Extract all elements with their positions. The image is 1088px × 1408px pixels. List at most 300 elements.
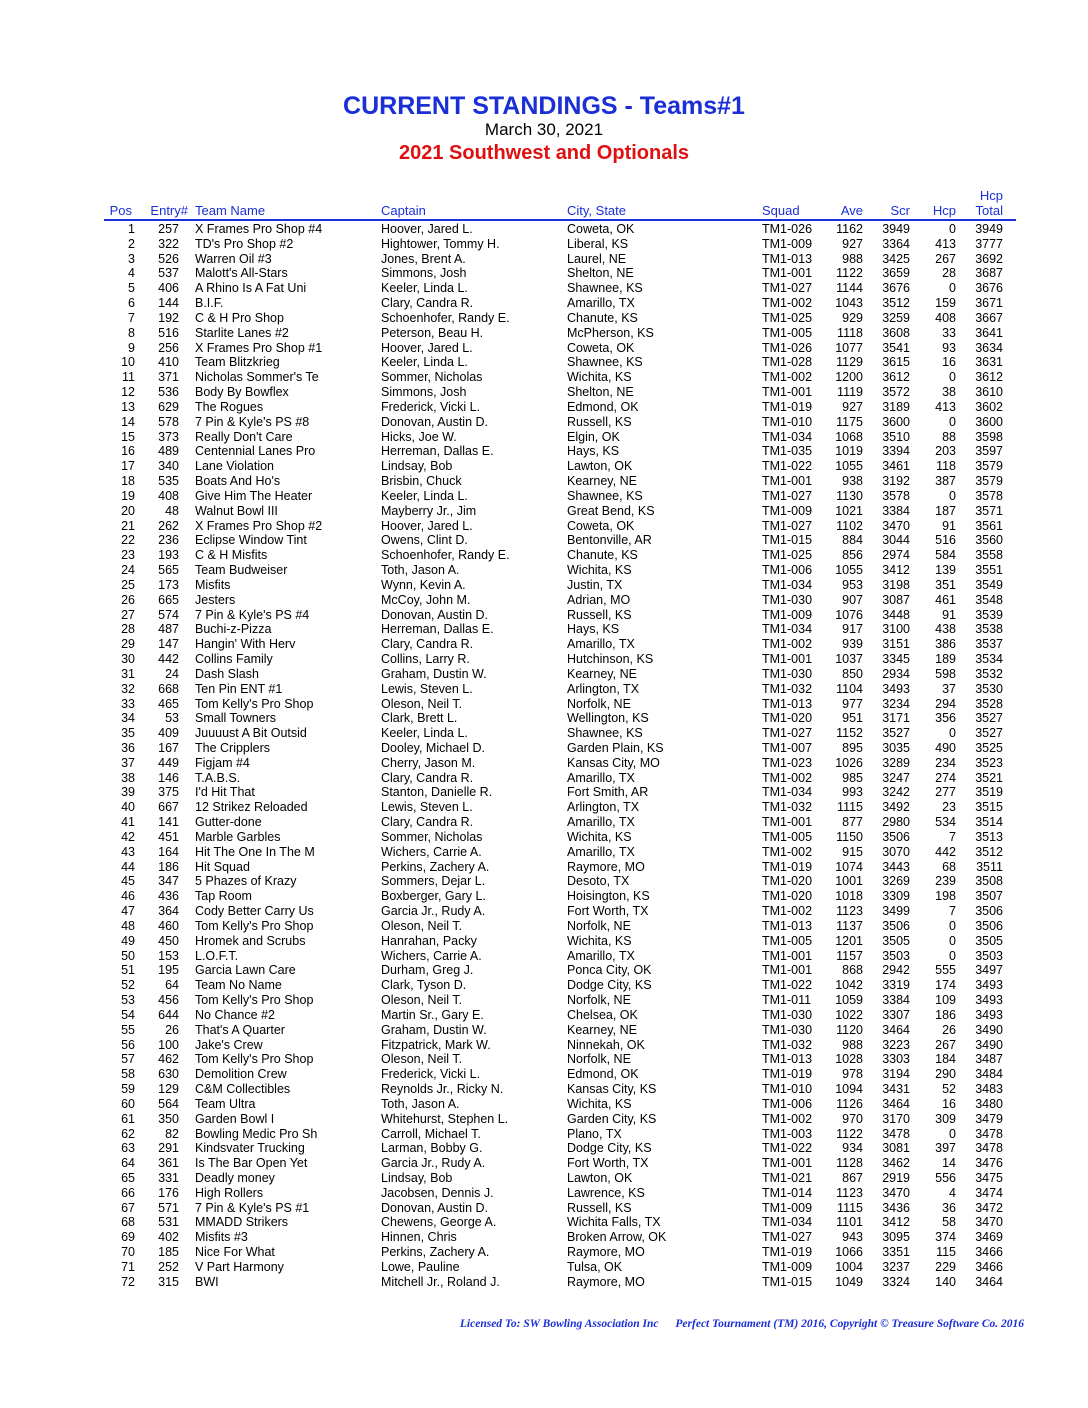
cell-scr: 3070	[882, 844, 910, 859]
cell-total: 3480	[975, 1096, 1003, 1111]
cell-entry: 257	[158, 222, 179, 236]
table-row	[0, 874, 1088, 889]
cell-hcp: 33	[942, 325, 956, 340]
cell-hcp: 277	[935, 785, 956, 800]
col-header-ave: Ave	[840, 203, 863, 218]
cell-scr: 3448	[882, 607, 910, 622]
cell-squad: TM1-020	[762, 889, 813, 904]
cell-pos: 8	[128, 325, 135, 340]
cell-scr: 3170	[882, 1111, 910, 1126]
table-row	[0, 593, 1088, 608]
cell-team: Team Budweiser	[195, 563, 288, 578]
table-row	[0, 726, 1088, 741]
table-row	[0, 237, 1088, 252]
cell-entry: 176	[158, 1185, 179, 1200]
cell-city: Liberal, KS	[567, 236, 629, 251]
cell-total: 3466	[975, 1259, 1003, 1274]
cell-scr: 3259	[882, 310, 910, 325]
cell-pos: 47	[121, 904, 135, 919]
cell-squad: TM1-001	[762, 815, 813, 830]
cell-city: Fort Worth, TX	[567, 1156, 649, 1171]
cell-ave: 1162	[836, 222, 863, 236]
cell-city: Laurel, NE	[567, 251, 627, 266]
cell-ave: 1055	[835, 563, 863, 578]
cell-hcp: 118	[936, 459, 956, 474]
cell-squad: TM1-030	[762, 592, 813, 607]
table-row	[0, 370, 1088, 385]
cell-scr: 3464	[882, 1096, 910, 1111]
cell-scr: 3394	[882, 444, 910, 459]
cell-team: Bowling Medic Pro Sh	[195, 1126, 318, 1141]
table-row	[0, 1230, 1088, 1245]
cell-squad: TM1-001	[762, 963, 813, 978]
cell-pos: 31	[121, 666, 135, 681]
cell-scr: 3035	[882, 740, 910, 755]
cell-hcp: 38	[942, 385, 956, 400]
cell-scr: 3269	[882, 874, 910, 889]
cell-total: 3612	[975, 370, 1003, 385]
cell-ave: 970	[842, 1111, 863, 1126]
table-row	[0, 904, 1088, 919]
cell-entry: 644	[158, 1007, 179, 1022]
cell-squad: TM1-013	[762, 696, 813, 711]
cell-squad: TM1-002	[762, 844, 813, 859]
cell-captain: Donovan, Austin D.	[381, 414, 489, 429]
cell-pos: 17	[121, 459, 135, 474]
cell-squad: TM1-003	[762, 1126, 813, 1141]
table-row	[0, 800, 1088, 815]
cell-scr: 3436	[882, 1200, 910, 1215]
cell-team: Body By Bowflex	[195, 385, 289, 400]
cell-hcp: 387	[935, 474, 956, 489]
cell-captain: Clary, Candra R.	[381, 296, 474, 311]
cell-entry: 146	[158, 770, 179, 785]
cell-team: Malott's All-Stars	[195, 266, 288, 281]
cell-squad: TM1-030	[762, 1022, 813, 1037]
cell-pos: 45	[121, 874, 135, 889]
cell-entry: 574	[158, 607, 179, 622]
table-row	[0, 1156, 1088, 1171]
cell-ave: 1066	[835, 1245, 863, 1260]
cell-ave: 1102	[836, 518, 863, 533]
cell-captain: McCoy, John M.	[381, 592, 471, 607]
cell-hcp: 0	[949, 1126, 956, 1141]
cell-captain: Cherry, Jason M.	[381, 755, 476, 770]
cell-city: Dodge City, KS	[567, 1141, 652, 1156]
cell-scr: 3612	[882, 370, 910, 385]
cell-pos: 28	[121, 622, 135, 637]
cell-hcp: 413	[935, 399, 956, 414]
cell-ave: 1055	[835, 459, 863, 474]
cell-entry: 167	[158, 740, 179, 755]
table-row	[0, 1008, 1088, 1023]
cell-pos: 39	[121, 785, 135, 800]
cell-squad: TM1-022	[762, 459, 813, 474]
cell-captain: Boxberger, Gary L.	[381, 889, 486, 904]
cell-hcp: 0	[949, 948, 956, 963]
cell-entry: 64	[165, 978, 179, 993]
cell-team: Tap Room	[195, 889, 252, 904]
cell-captain: Lewis, Steven L.	[381, 681, 473, 696]
cell-captain: Sommer, Nicholas	[381, 829, 483, 844]
cell-squad: TM1-009	[762, 503, 813, 518]
cell-ave: 1115	[837, 1200, 863, 1215]
cell-entry: 489	[158, 444, 179, 459]
cell-squad: TM1-010	[762, 1082, 813, 1097]
cell-total: 3511	[976, 859, 1003, 874]
cell-hcp: 556	[935, 1171, 956, 1185]
table-row	[0, 889, 1088, 904]
cell-team: The Rogues	[195, 399, 264, 414]
cell-captain: Clark, Tyson D.	[381, 978, 467, 993]
cell-city: Kearney, NE	[567, 474, 637, 489]
cell-scr: 3100	[882, 622, 910, 637]
cell-captain: Clary, Candra R.	[381, 815, 474, 830]
cell-scr: 3044	[882, 533, 910, 548]
table-row	[0, 741, 1088, 756]
col-header-captain: Captain	[381, 203, 426, 218]
cell-ave: 1122	[836, 266, 863, 281]
cell-total: 3476	[975, 1156, 1003, 1171]
cell-ave: 1074	[835, 859, 863, 874]
cell-team: Tom Kelly's Pro Shop	[195, 993, 314, 1008]
cell-squad: TM1-002	[762, 1111, 813, 1126]
table-row	[0, 563, 1088, 578]
cell-team: High Rollers	[195, 1185, 264, 1200]
cell-hcp: 58	[942, 1215, 956, 1230]
cell-team: Give Him The Heater	[195, 488, 313, 503]
cell-total: 3487	[975, 1052, 1003, 1067]
cell-total: 3513	[975, 829, 1003, 844]
cell-pos: 5	[128, 281, 135, 296]
cell-scr: 3189	[882, 399, 910, 414]
cell-team: The Cripplers	[195, 740, 271, 755]
cell-total: 3503	[975, 948, 1003, 963]
cell-entry: 487	[158, 622, 179, 637]
cell-city: Wichita, KS	[567, 370, 632, 385]
cell-scr: 3512	[882, 296, 910, 311]
cell-city: Kearney, NE	[567, 666, 637, 681]
cell-scr: 3503	[882, 948, 910, 963]
cell-total: 3519	[975, 785, 1003, 800]
cell-captain: Herreman, Dallas E.	[381, 444, 494, 459]
cell-scr: 3470	[882, 1185, 910, 1200]
cell-total: 3560	[975, 533, 1003, 548]
cell-entry: 526	[158, 251, 179, 266]
cell-squad: TM1-005	[762, 933, 813, 948]
cell-entry: 535	[158, 474, 179, 489]
cell-squad: TM1-007	[762, 740, 813, 755]
cell-pos: 58	[121, 1067, 135, 1082]
cell-pos: 61	[121, 1111, 135, 1126]
cell-pos: 35	[121, 726, 135, 741]
cell-city: Shawnee, KS	[567, 726, 643, 741]
cell-total: 3528	[975, 696, 1003, 711]
table-row	[0, 1082, 1088, 1097]
cell-city: Coweta, OK	[567, 518, 635, 533]
cell-ave: 1037	[835, 652, 863, 667]
cell-entry: 53	[165, 711, 179, 726]
cell-ave: 1152	[836, 726, 863, 741]
cell-entry: 408	[158, 488, 179, 503]
page-title: CURRENT STANDINGS - Teams#1	[343, 92, 745, 120]
cell-entry: 436	[158, 889, 179, 904]
cell-city: Wichita, KS	[567, 829, 632, 844]
cell-team: Demolition Crew	[195, 1067, 287, 1082]
col-header-team: Team Name	[195, 203, 266, 218]
cell-captain: Whitehurst, Stephen L.	[381, 1111, 509, 1126]
cell-squad: TM1-013	[762, 918, 813, 933]
table-row	[0, 341, 1088, 356]
table-row	[0, 1275, 1088, 1290]
col-header-pos: Pos	[109, 203, 132, 218]
cell-hcp: 23	[942, 800, 956, 815]
table-row	[0, 266, 1088, 281]
cell-squad: TM1-001	[762, 385, 813, 400]
cell-city: Chanute, KS	[567, 310, 638, 325]
cell-pos: 12	[121, 385, 135, 400]
cell-entry: 82	[165, 1126, 179, 1141]
cell-captain: Oleson, Neil T.	[381, 918, 463, 933]
cell-team: Cody Better Carry Us	[195, 904, 314, 919]
cell-team: Garcia Lawn Care	[195, 963, 296, 978]
cell-total: 3579	[975, 474, 1003, 489]
cell-city: Hays, KS	[567, 444, 620, 459]
cell-captain: Owens, Clint D.	[381, 533, 468, 548]
cell-ave: 1094	[835, 1082, 863, 1097]
cell-scr: 3081	[882, 1141, 910, 1156]
cell-city: Russell, KS	[567, 1200, 632, 1215]
cell-pos: 9	[128, 340, 135, 355]
cell-pos: 27	[121, 607, 135, 622]
cell-pos: 36	[121, 740, 135, 755]
cell-captain: Jones, Brent A.	[381, 251, 466, 266]
cell-team: C&M Collectibles	[195, 1082, 291, 1097]
cell-scr: 3247	[882, 770, 910, 785]
cell-captain: Clary, Candra R.	[381, 770, 474, 785]
cell-scr: 2919	[882, 1171, 910, 1185]
cell-team: Misfits	[195, 577, 231, 592]
cell-ave: 1123	[836, 1185, 863, 1200]
cell-team: Misfits #3	[195, 1230, 248, 1245]
cell-total: 3539	[975, 607, 1003, 622]
cell-hcp: 294	[935, 696, 956, 711]
cell-ave: 1001	[835, 874, 863, 889]
cell-team: T.A.B.S.	[195, 770, 241, 785]
cell-team: Jake's Crew	[195, 1037, 263, 1052]
cell-scr: 3324	[882, 1274, 910, 1289]
cell-ave: 993	[842, 785, 863, 800]
cell-captain: Hoover, Jared L.	[381, 340, 473, 355]
cell-hcp: 290	[935, 1067, 956, 1082]
cell-captain: Simmons, Josh	[381, 266, 467, 281]
cell-pos: 57	[121, 1052, 135, 1067]
cell-scr: 3461	[882, 459, 910, 474]
cell-scr: 3659	[882, 266, 910, 281]
cell-city: Desoto, TX	[567, 874, 630, 889]
cell-team: Dash Slash	[195, 666, 259, 681]
cell-ave: 1175	[836, 414, 863, 429]
cell-total: 3571	[975, 503, 1003, 518]
cell-total: 3600	[975, 414, 1003, 429]
cell-hcp: 16	[942, 1096, 956, 1111]
cell-team: Ten Pin ENT #1	[195, 681, 283, 696]
cell-entry: 340	[158, 459, 179, 474]
cell-total: 3472	[975, 1200, 1003, 1215]
cell-squad: TM1-019	[762, 1067, 813, 1082]
cell-entry: 129	[158, 1082, 179, 1097]
cell-city: Russell, KS	[567, 414, 632, 429]
cell-captain: Hinnen, Chris	[381, 1230, 457, 1245]
cell-team: Deadly money	[195, 1171, 275, 1185]
cell-team: Garden Bowl I	[195, 1111, 275, 1126]
cell-hcp: 555	[935, 963, 956, 978]
cell-captain: Donovan, Austin D.	[381, 1200, 489, 1215]
cell-city: Shawnee, KS	[567, 281, 643, 296]
cell-city: Edmond, OK	[567, 1067, 639, 1082]
cell-ave: 1137	[836, 918, 863, 933]
cell-pos: 4	[128, 266, 135, 281]
cell-city: Shelton, NE	[567, 266, 634, 281]
cell-total: 3687	[975, 266, 1003, 281]
cell-total: 3507	[975, 889, 1003, 904]
cell-entry: 252	[158, 1259, 179, 1274]
cell-squad: TM1-032	[762, 681, 813, 696]
table-row	[0, 385, 1088, 400]
cell-scr: 2942	[882, 963, 910, 978]
cell-captain: Lindsay, Bob	[381, 1171, 453, 1185]
cell-total: 3671	[975, 296, 1003, 311]
table-row	[0, 504, 1088, 519]
cell-team: 5 Phazes of Krazy	[195, 874, 297, 889]
cell-hcp: 28	[942, 266, 956, 281]
table-row	[0, 830, 1088, 845]
cell-ave: 915	[842, 844, 863, 859]
cell-entry: 262	[158, 518, 179, 533]
table-row	[0, 1141, 1088, 1156]
cell-team: 7 Pin & Kyle's PS #1	[195, 1200, 310, 1215]
cell-captain: Hanrahan, Packy	[381, 933, 477, 948]
cell-pos: 16	[121, 444, 135, 459]
cell-team: TD's Pro Shop #2	[195, 236, 294, 251]
cell-squad: TM1-002	[762, 904, 813, 919]
cell-scr: 3470	[882, 518, 910, 533]
cell-city: Garden Plain, KS	[567, 740, 664, 755]
cell-squad: TM1-002	[762, 370, 813, 385]
table-row	[0, 1052, 1088, 1067]
cell-squad: TM1-027	[762, 518, 813, 533]
cell-team: Starlite Lanes #2	[195, 325, 289, 340]
cell-scr: 3237	[882, 1259, 910, 1274]
table-row	[0, 934, 1088, 949]
col-header-total: Total	[975, 203, 1003, 218]
table-row	[0, 474, 1088, 489]
cell-city: Kansas City, KS	[567, 1082, 657, 1097]
cell-total: 3527	[975, 726, 1003, 741]
cell-team: Nicholas Sommer's Te	[195, 370, 319, 385]
cell-captain: Wynn, Kevin A.	[381, 577, 466, 592]
cell-pos: 62	[121, 1126, 135, 1141]
cell-city: Broken Arrow, OK	[567, 1230, 667, 1245]
cell-hcp: 52	[942, 1082, 956, 1097]
cell-hcp: 189	[935, 652, 956, 667]
cell-ave: 856	[842, 548, 863, 563]
cell-hcp: 356	[935, 711, 956, 726]
cell-ave: 1118	[837, 325, 863, 340]
cell-total: 3551	[975, 563, 1003, 578]
cell-ave: 1068	[835, 429, 863, 444]
cell-team: Centennial Lanes Pro	[195, 444, 316, 459]
cell-total: 3777	[975, 236, 1003, 251]
cell-team: I'd Hit That	[195, 785, 255, 800]
cell-hcp: 109	[935, 993, 956, 1008]
cell-pos: 29	[121, 637, 135, 652]
cell-scr: 3319	[882, 978, 910, 993]
license-text: Licensed To: SW Bowling Association Inc	[459, 1318, 659, 1330]
cell-hcp: 0	[949, 414, 956, 429]
cell-captain: Sommers, Dejar L.	[381, 874, 486, 889]
cell-pos: 33	[121, 696, 135, 711]
cell-scr: 3234	[882, 696, 910, 711]
cell-pos: 30	[121, 652, 135, 667]
cell-scr: 3431	[882, 1082, 910, 1097]
cell-squad: TM1-019	[762, 399, 813, 414]
table-row	[0, 222, 1088, 237]
cell-hcp: 139	[935, 563, 956, 578]
cell-total: 3676	[975, 281, 1003, 296]
cell-entry: 451	[158, 829, 179, 844]
cell-squad: TM1-001	[762, 474, 813, 489]
col-header-city: City, State	[567, 203, 627, 218]
table-row	[0, 978, 1088, 993]
cell-entry: 531	[158, 1215, 179, 1230]
cell-captain: Wichers, Carrie A.	[381, 948, 482, 963]
cell-total: 3506	[975, 918, 1003, 933]
cell-city: Amarillo, TX	[567, 637, 635, 652]
cell-total: 3514	[975, 815, 1003, 830]
cell-squad: TM1-005	[762, 829, 813, 844]
cell-pos: 7	[128, 310, 135, 325]
cell-city: Ninnekah, OK	[567, 1037, 645, 1052]
table-row	[0, 355, 1088, 370]
cell-city: Shawnee, KS	[567, 355, 643, 370]
cell-captain: Graham, Dustin W.	[381, 1022, 487, 1037]
cell-ave: 1157	[836, 948, 863, 963]
table-row	[0, 949, 1088, 964]
cell-team: Buchi-z-Pizza	[195, 622, 272, 637]
cell-entry: 456	[158, 993, 179, 1008]
cell-total: 3610	[975, 385, 1003, 400]
cell-squad: TM1-023	[762, 755, 813, 770]
cell-pos: 11	[122, 370, 135, 385]
cell-entry: 141	[158, 815, 179, 830]
cell-scr: 3289	[882, 755, 910, 770]
cell-entry: 195	[158, 963, 179, 978]
cell-team: That's A Quarter	[195, 1022, 285, 1037]
cell-squad: TM1-021	[762, 1171, 813, 1185]
cell-squad: TM1-014	[762, 1185, 813, 1200]
cell-total: 3558	[975, 548, 1003, 563]
cell-pos: 6	[128, 296, 135, 311]
cell-pos: 46	[121, 889, 135, 904]
cell-entry: 668	[158, 681, 179, 696]
cell-pos: 3	[128, 251, 135, 266]
cell-entry: 410	[158, 355, 179, 370]
cell-entry: 667	[158, 800, 179, 815]
cell-ave: 1004	[835, 1259, 863, 1274]
cell-ave: 938	[842, 474, 863, 489]
cell-ave: 1122	[836, 1126, 863, 1141]
